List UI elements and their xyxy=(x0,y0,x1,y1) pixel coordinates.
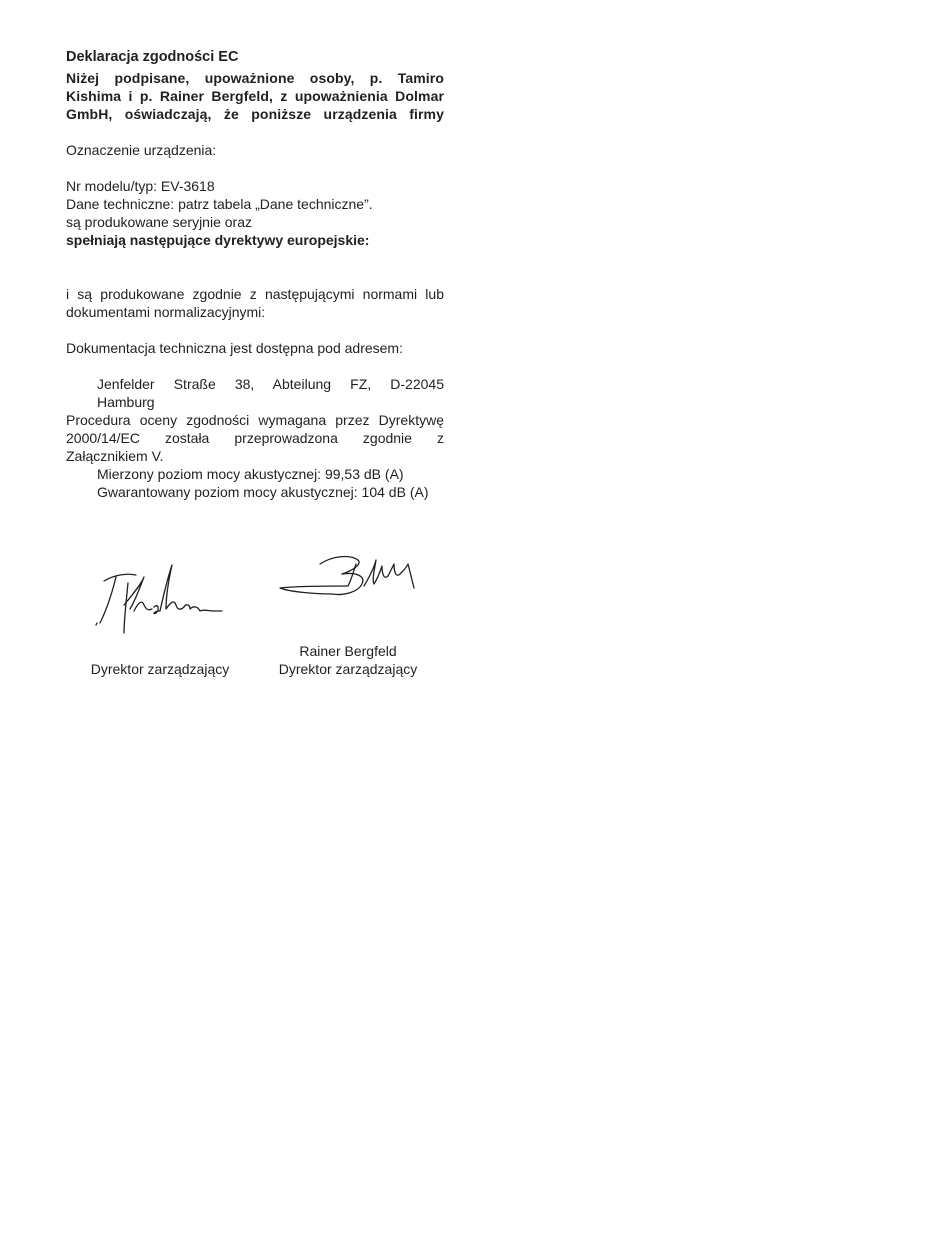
procedure-paragraph xyxy=(66,411,444,465)
directives-heading: spełniają następujące dyrektywy europejskie: xyxy=(66,232,370,248)
address-block xyxy=(66,375,444,411)
signer2-role: Dyrektor zarządzający xyxy=(278,661,418,677)
signature-kishima xyxy=(94,553,224,635)
serial-production-text: są produkowane seryjnie oraz xyxy=(66,214,252,230)
guaranteed-sound-level: Gwarantowany poziom mocy akustycznej: 104 dB (A) xyxy=(97,484,429,500)
intro-paragraph: Niżej podpisane, upoważnione osoby, p. Tamiro Kishima i p. Rainer Bergfeld, z upoważnienia Dolmar GmbH, oświadczają, że poniższe urządzenia firmy xyxy=(66,70,444,122)
documentation-address-label: Dokumentacja techniczna jest dostępna pod adresem: xyxy=(66,340,403,356)
norms-paragraph: i są produkowane zgodnie z następującymi normami lub dokumentami normalizacyjnymi: xyxy=(66,286,444,320)
model-type: Nr modelu/typ: EV-3618 xyxy=(66,178,215,194)
device-label: Oznaczenie urządzenia: xyxy=(66,142,217,158)
procedure-line-1: Procedura oceny zgodności wymagana przez Dyrektywę xyxy=(66,412,444,428)
signer1-role: Dyrektor zarządzający xyxy=(90,661,230,677)
procedure-line-3: Załącznikiem V. xyxy=(66,448,164,464)
signer2-name: Rainer Bergfeld xyxy=(299,643,397,659)
declaration-document xyxy=(66,48,444,501)
signature-bergfeld xyxy=(276,550,421,602)
address-line-city: Hamburg xyxy=(97,394,155,410)
measured-sound-level: Mierzony poziom mocy akustycznej: 99,53 dB (A) xyxy=(97,466,404,482)
technical-data-reference: Dane techniczne: patrz tabela „Dane techniczne”. xyxy=(66,196,373,212)
signature-area xyxy=(66,545,446,685)
procedure-line-2: 2000/14/EC została przeprowadzona zgodnie z xyxy=(66,430,444,446)
address-line-street: Jenfelder Straße 38, Abteilung FZ, D-22045 xyxy=(97,376,444,392)
document-title: Deklaracja zgodności EC xyxy=(66,49,239,65)
